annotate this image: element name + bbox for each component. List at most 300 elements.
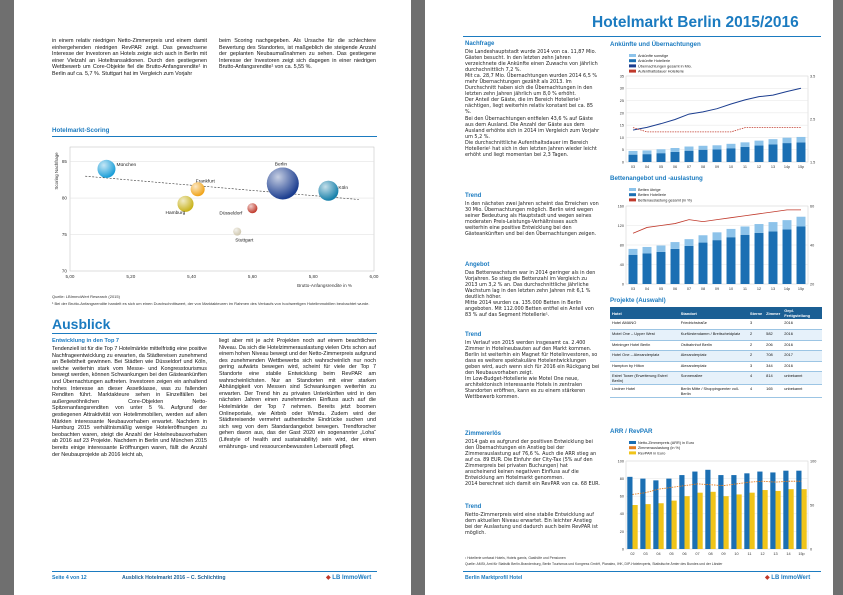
- table-cell: Hotel One – Alexanderplatz: [610, 351, 679, 362]
- y-tick-label: 20: [619, 111, 624, 116]
- bubble-label: München: [116, 162, 137, 168]
- bar: [727, 148, 736, 162]
- bubble-highlight: [233, 228, 241, 236]
- trend-text: [465, 340, 600, 400]
- bar: [685, 151, 694, 162]
- bar: [713, 149, 722, 162]
- nachfrage-bullet: Mit ca. 28,7 Mio. Übernachtungen wurden 2014 6,5 % mehr Übernachtungen gezählt als 2013. Im Durchschnitt haben sich die Übernachtungen in den letzten zehn Jahren jährlich um 8,0 % erhöht.: [465, 73, 598, 98]
- bar: [659, 503, 664, 549]
- bar: [750, 493, 755, 549]
- bar: [802, 489, 807, 549]
- y-tick-label: 25: [619, 98, 624, 103]
- table-cell: 2016: [782, 330, 822, 341]
- y-tick-label: 40: [619, 262, 624, 267]
- x-tick-label: 13: [773, 552, 778, 556]
- x-tick-label: 04: [644, 165, 650, 169]
- bar: [657, 252, 666, 284]
- legend-label: Bettenauslastung gesamt (in %): [638, 198, 692, 203]
- bar: [633, 505, 638, 549]
- angebot-bullet: Mitte 2014 wurden ca. 135.000 Betten in Berlin angeboten. Mit 112.000 Betten entfiel ein Anteil von 83 % auf das Segment Hotellerie¹.: [465, 300, 594, 319]
- table-cell: 2016: [782, 319, 822, 330]
- bubble-label: Köln: [338, 185, 349, 191]
- trend-text: Netto-Zimmerpreis wird eine stabile Entwicklung auf dem aktuellen Niveau erwartet. Ein leichter Anstieg bei der Auslastung und dadurch auch beim RevPAR ist möglich.: [465, 512, 598, 537]
- x-tick-label: 08: [708, 552, 713, 556]
- y-tick-label: 120: [617, 223, 624, 228]
- beds-occupancy-chart: [610, 184, 822, 294]
- bubble-label: Berlin: [274, 162, 288, 168]
- y-tick-label: 15: [619, 123, 624, 128]
- footer-divider: [52, 571, 377, 572]
- column-header: Gepl. Fertigstellung: [782, 307, 822, 319]
- legend-label: Übernachtungen gesamt in Mio.: [638, 64, 692, 69]
- footer-left: Berlin Marktprofil Hotel: [465, 575, 523, 581]
- x-tick-label: 07: [695, 552, 700, 556]
- table-cell: unbekannt: [782, 372, 822, 385]
- bar: [692, 472, 697, 549]
- x-tick-label: 06: [672, 287, 678, 291]
- x-tick-label: 12: [760, 552, 765, 556]
- table-cell: unbekannt: [782, 385, 822, 398]
- x-tick-label: 10: [728, 287, 734, 291]
- table-cell: Friedrichstraße: [679, 319, 748, 330]
- chart2-title: Bettenangebot und -auslastung: [610, 175, 703, 182]
- top7-heading: Entwicklung in den Top 7: [52, 338, 120, 344]
- y-tick-label: 100: [617, 459, 624, 464]
- table-cell: 4: [748, 372, 764, 385]
- x-tick-label: 14p: [783, 287, 791, 291]
- x-tick-label: 03: [643, 552, 648, 556]
- bar: [643, 247, 652, 253]
- x-tick-label: 12: [756, 165, 762, 169]
- arrivals-overnight-chart: [610, 50, 822, 172]
- table-cell: [764, 319, 782, 330]
- zimmererloes-heading: Zimmererlös: [465, 431, 502, 437]
- bar: [685, 147, 694, 151]
- table-row: [610, 319, 822, 330]
- table-cell: Estrel Tower (Erweiterung Estrel Berlin): [610, 372, 679, 385]
- y-tick-label: 85: [61, 159, 67, 165]
- x-tick-label: 14: [786, 552, 791, 556]
- table-cell: Sonnenallee: [679, 372, 748, 385]
- trend-heading: Trend: [465, 193, 482, 199]
- x-tick-label: 5,40: [187, 274, 197, 279]
- bar: [783, 220, 792, 229]
- bubble-highlight: [97, 160, 115, 178]
- table-cell: Berlin Mitte / Shoppingcenter voll-Berlin: [679, 385, 748, 398]
- bar: [741, 235, 750, 284]
- y2-tick-label: 3.5: [810, 74, 816, 79]
- y2-tick-label: 20: [810, 282, 815, 287]
- scoring-ylabel: Scoring Nachfrage: [54, 152, 59, 190]
- table-row: [610, 385, 822, 398]
- y-tick-label: 80: [619, 477, 624, 481]
- x-tick-label: 05: [658, 287, 664, 291]
- table-header-row: [610, 307, 822, 319]
- footer-title: Ausblick Hotelmarkt 2016 – C. Schlichting: [122, 575, 226, 581]
- bar: [699, 235, 708, 242]
- legend-label: Ankünfte sonstige: [638, 54, 669, 58]
- table-cell: 2016: [782, 361, 822, 372]
- bar: [769, 231, 778, 284]
- table-cell: 344: [764, 361, 782, 372]
- bar: [755, 141, 764, 146]
- y2-tick-label: 0: [810, 547, 813, 552]
- bar: [698, 493, 703, 549]
- bar: [685, 496, 690, 549]
- legend-swatch: [629, 441, 636, 444]
- logo: ◆ LB ImmoWert: [765, 575, 811, 581]
- right-page: [425, 0, 833, 595]
- x-tick-label: 05: [658, 165, 664, 169]
- y2-tick-label: 100: [810, 459, 817, 464]
- bar: [640, 479, 645, 549]
- bar: [643, 150, 652, 154]
- bar: [657, 153, 666, 162]
- x-tick-label: 5,60: [247, 274, 257, 279]
- table-row: [610, 361, 822, 372]
- bubble-highlight: [267, 167, 299, 199]
- scoring-source: Quelle: LBImmoWert Research (2015): [52, 294, 120, 299]
- bar: [783, 471, 788, 549]
- legend-label: RevPAR in Euro: [638, 451, 666, 456]
- x-tick-label: 05: [669, 552, 674, 556]
- y-tick-label: 160: [617, 204, 624, 209]
- legend-label: Betten übrige: [638, 188, 661, 192]
- zimmererloes-bullet: 2014 gab es aufgrund der positiven Entwicklung bei den Übernachtungen ein Anstieg bei der Zimmerauslastung auf 76,6 %. Auch die ARR stieg an auf ca. 89 EUR. Die Einfuhr der City-Tax (5% auf den Zimmerpreis bei privaten Buchungen) hat anscheinend keinen negativen Einfluss auf die Entwicklung am Hotelmarkt genommen.: [465, 439, 597, 482]
- table-cell: Meininger Hotel Berlin: [610, 340, 679, 351]
- x-tick-label: 08: [700, 287, 706, 291]
- x-tick-label: 09: [721, 552, 726, 556]
- x-tick-label: 04: [656, 552, 661, 556]
- intro-text-right: beim Scoring nachgegeben. Als Ursache für die schlechtere Bewertung des Standortes, ist maßgeblich die steigende Anzahl der geplanten Neubaumaßnahmen zu sehen. Das gestiegene Interesse der Investoren zeigt sich dagegen in einer niedrigen Brutto-Anfangsrendite¹ von ca. 5,55 %.: [219, 38, 376, 71]
- bar: [666, 479, 671, 549]
- plot-area: [626, 461, 808, 549]
- bar: [783, 229, 792, 284]
- table-cell: 4: [748, 385, 764, 398]
- trend-bullet: Im Low-Budget-Hotellerie wie Motel One neue, architektonisch interessante Hotels in zentralen Standorten eröffnen, kann es zu einem stärkeren Wettbewerb kommen.: [465, 376, 586, 401]
- bar: [755, 233, 764, 284]
- y-tick-label: 20: [619, 529, 624, 534]
- legend-swatch: [629, 70, 636, 73]
- bar: [711, 492, 716, 549]
- table-cell: 2: [748, 351, 764, 362]
- y-tick-label: 0: [621, 282, 624, 287]
- y-tick-label: 10: [619, 135, 624, 140]
- table-row: [610, 351, 822, 362]
- angebot-heading: Angebot: [465, 262, 490, 268]
- bar: [713, 145, 722, 149]
- legend-swatch: [629, 193, 636, 196]
- trend-heading: Trend: [465, 332, 482, 338]
- y-tick-label: 80: [619, 243, 624, 248]
- page-title: Hotelmarkt Berlin 2015/2016: [592, 14, 799, 31]
- bar: [744, 473, 749, 549]
- x-tick-label: 08: [700, 165, 706, 169]
- table-cell: Motel One – Upper West: [610, 330, 679, 341]
- legend-swatch: [629, 64, 636, 67]
- bar: [685, 246, 694, 284]
- legend-swatch: [629, 188, 636, 191]
- table-cell: 165: [764, 385, 782, 398]
- nachfrage-heading: Nachfrage: [465, 41, 495, 47]
- bar: [629, 155, 638, 162]
- table-cell: Ostbahnhof Berlin: [679, 340, 748, 351]
- projects-title: Projekte (Auswahl): [610, 297, 666, 304]
- bar: [724, 496, 729, 549]
- legend-swatch: [629, 54, 636, 57]
- x-tick-label: 15p: [798, 552, 805, 556]
- x-tick-label: 13: [770, 287, 776, 291]
- legend-swatch: [629, 451, 636, 454]
- bar: [776, 491, 781, 549]
- bar: [769, 144, 778, 162]
- y-tick-label: 40: [619, 512, 624, 517]
- nachfrage-bullet: Die durchschnittliche Aufenthaltsdauer im Bereich Hotellerie¹ hat sich in den letzten Jahren wieder leicht erhöht und liegt momentan bei 2,3 Tagen.: [465, 139, 597, 158]
- bar: [797, 217, 806, 227]
- y-tick-label: 60: [619, 494, 624, 499]
- table-row: [610, 330, 822, 341]
- trend-text: In den nächsten zwei Jahren scheint das Erreichen von 30 Mio. Übernachtungen möglich. Berlin wird wegen seiner Bedeutung als Hauptstadt und wegen seines moderaten Preis-Leistungs-Verhältnisses auch weiterhin eine positive Entwicklung bei den Gästeankünften und bei den Übernachtungen zeigen.: [465, 201, 599, 238]
- logo-mark-icon: ◆: [326, 575, 331, 581]
- bar: [705, 470, 710, 549]
- bar: [741, 226, 750, 234]
- table-cell: 2017: [782, 351, 822, 362]
- bubble-highlight: [318, 181, 338, 201]
- bar: [685, 239, 694, 246]
- intro-text-left: in einem relativ niedrigen Netto-Zimmerpreis und einem damit einhergehenden niedrigen RevPAR zeigt. Das gewachsene Interesse der Investoren an Hotels zeigte sich auch in Berlin mit einer Vielzahl an Hoteltransaktionen. Durch den gestiegenen Wettbewerb um Core-Objekte fiel die Brutto-Anfangsrendite¹ in Berlin auf ca. 5,7 %. Stuttgart hat im Vergleich zum Vorjahr: [52, 38, 207, 77]
- x-tick-label: 12: [756, 287, 762, 291]
- scoring-xlabel: Brutto-Anfangsrendite in %: [297, 283, 352, 288]
- bubble-label: Frankfurt: [195, 179, 215, 185]
- bar: [797, 142, 806, 162]
- bar: [657, 245, 666, 251]
- column-header: Hotel: [610, 307, 679, 319]
- legend-label: Ankünfte Hotellerie: [638, 59, 671, 64]
- bar: [783, 143, 792, 162]
- scoring-bubble-chart: [52, 139, 382, 292]
- angebot-text: [465, 270, 600, 318]
- bar: [671, 148, 680, 152]
- x-tick-label: 06: [672, 165, 678, 169]
- table-cell: 3: [748, 319, 764, 330]
- table-cell: 3: [748, 361, 764, 372]
- nachfrage-text: [465, 49, 600, 158]
- bar: [713, 232, 722, 240]
- zimmererloes-text: [465, 439, 600, 487]
- ausblick-col2: liegt aber mit je acht Projekten noch auf einem beachtlichen Niveau. Da sich die Hotelzimmerauslastung vielen Orts schon auf einem hohen Niveau bewegt und der Netto-Zimmerpreis aufgrund des zunehmenden Wettbewerbs sich wahrscheinlich nur noch gering aufwärts bewegen wird, scheint für viele der Top 7 Standorte eine stabile Entwicklung beim RevPAR am wahrscheinlichsten. Nur an Standorten mit einer starken Abhängigkeit von Messen sind Schwankungen weiterhin zu erwarten. Der Trend hin zu privaten Unterkünften wird in den nächsten Jahren einen zunehmenden Einfluss auch auf die Hotelmärkte der Top 7 nehmen. Bereits jetzt boomen Onlineportale, wie Airbnb oder Wimdu. Zudem wird der Städtereisende vermehrt authentische Eindrücke suchen und sich weg von dem Standardangebot bewegen. Trendforscher gehen davon aus, das der Gast 2020 ein sogenannter „Loha“ (Lifestyle of health and sustainability) sein wird, der einen ernährungs- und ressourcenbewussten Lebensstil pflegt.: [219, 338, 377, 450]
- bar: [770, 472, 775, 549]
- x-tick-label: 06: [682, 552, 687, 556]
- legend-swatch: [629, 198, 636, 201]
- y-tick-label: 35: [619, 74, 624, 79]
- bar: [699, 150, 708, 162]
- bar: [755, 224, 764, 233]
- bubble-highlight: [191, 182, 205, 196]
- table-cell: Alexanderplatz: [679, 361, 748, 372]
- x-tick-label: 07: [686, 287, 692, 291]
- bubble-highlight: [178, 196, 194, 212]
- legend-swatch: [629, 59, 636, 62]
- logo-mark-icon: ◆: [765, 575, 770, 581]
- angebot-bullet: Das Bettenwachstum war in 2014 geringer als in den Vorjahren. So stieg die Bettenzahl im Vergleich zu 2013 um 3,2 % an. Das durchschnittliche jährliche Wachstum lag in den letzten zehn Jahren mit 6,1 % deutlich höher.: [465, 270, 596, 301]
- bar: [713, 240, 722, 284]
- scoring-title: Hotelmarkt-Scoring: [52, 127, 110, 134]
- bar: [769, 139, 778, 144]
- x-tick-label: 5,00: [65, 274, 75, 279]
- bar: [627, 477, 632, 549]
- bar: [797, 137, 806, 142]
- left-page: [14, 0, 411, 595]
- x-tick-label: 03: [630, 165, 636, 169]
- logo: ◆ LB ImmoWert: [326, 575, 372, 581]
- bar: [672, 501, 677, 549]
- bar: [727, 237, 736, 284]
- x-tick-label: 15p: [797, 287, 805, 291]
- bar: [783, 138, 792, 143]
- zimmererloes-bullet: 2014 berechnet sich damit ein RevPAR von ca. 68 EUR.: [465, 481, 600, 488]
- nachfrage-bullet: Die Landeshauptstadt wurde 2014 von ca. 11,87 Mio. Gästen besucht. In den letzten zehn Jahren verzeichnete die Ankünfte einen Zuwachs von jährlich durchschnittlich 7,2 %.: [465, 49, 598, 74]
- legend-label: Zimmerauslastung (in %): [638, 446, 681, 451]
- x-tick-label: 07: [686, 165, 692, 169]
- bar: [763, 490, 768, 549]
- y2-tick-label: 50: [810, 503, 815, 508]
- bar: [769, 222, 778, 231]
- table-cell: Alexanderplatz: [679, 351, 748, 362]
- bar: [757, 472, 762, 549]
- bar: [629, 255, 638, 284]
- x-tick-label: 5,80: [308, 274, 318, 279]
- bar: [657, 149, 666, 153]
- x-tick-label: 15p: [797, 165, 805, 169]
- x-tick-label: 5,20: [126, 274, 136, 279]
- y-tick-label: 30: [619, 86, 624, 91]
- table-cell: 206: [764, 340, 782, 351]
- bar: [741, 142, 750, 147]
- table-cell: 2: [748, 340, 764, 351]
- chart1-title: Ankünfte und Übernachtungen: [610, 41, 701, 48]
- bar: [789, 489, 794, 549]
- x-tick-label: 6,00: [369, 274, 379, 279]
- x-tick-label: 11: [743, 287, 747, 291]
- x-tick-label: 09: [714, 165, 720, 169]
- table-cell: Kurfürstendamm / Breitscheidplatz: [679, 330, 748, 341]
- y2-tick-label: 2.5: [810, 117, 816, 122]
- title-divider: [463, 36, 821, 37]
- bar: [629, 249, 638, 255]
- x-tick-label: 04: [644, 287, 650, 291]
- footer-divider: [463, 571, 821, 572]
- table-row: [610, 372, 822, 385]
- right-source: Quelle: AMSt, Amt für Statistik Berlin-Brandenburg, Berlin Tourismus und Kongress GmbH, Planaleo, IHK, DIP-Hotelexperts, Statistische Ämter des Bundes und der Länder: [465, 562, 723, 566]
- y-tick-label: 0: [621, 547, 624, 552]
- bar: [755, 146, 764, 162]
- ausblick-col1: Tendenziell ist für die Top 7 Hotelmärkte mittelfristig eine positive Nachfrageentwicklung zu erwarten, da Städtereisen zunehmend an Beliebtheit gewinnen. Bei Städten wie Düsseldorf und Köln, welche weiterhin stark vom Messe- und Kongresstourismus bewegt werden, können Schwankungen bei den Gästeankünften und Übernachtungen auftreten. Investoren zeigen ein anhaltend hohes Interesse an dieser Assetklasse, was zu fallenden Renditen führt. Marktakteure sehen in Einzelfällen bei außergewöhnlichen Core-Objekten Netto-Spitzenanfangsrenditen von unter 5 %. Aufgrund der gestiegenen Attraktivität von Hotelimmobilien, werden auf allen Märkten interessante Neubauvorhaben erwartet. Nachdem in Hamburg 2015 verhältnismäßig wenige Hoteleröffnungen zu beobachten waren, steigt die Anzahl der Hotelneubauvorhaben ab 2016 auf 23 Projekte. Nachdem in Berlin und München 2015 bereits einige interessante Eröffnungen waren, fällt die Anzahl der Neubauprojekte ab 2016 leicht ab,: [52, 346, 207, 458]
- y-tick-label: 0: [621, 160, 624, 165]
- bar: [699, 243, 708, 284]
- bar: [643, 253, 652, 284]
- table-row: [610, 340, 822, 351]
- x-tick-label: 03: [630, 287, 636, 291]
- divider: [52, 136, 377, 137]
- ausblick-title: Ausblick: [52, 316, 111, 332]
- bar: [796, 471, 801, 549]
- legend-label: Betten Hotellerie: [638, 193, 667, 198]
- column-header: Sterne: [748, 307, 764, 319]
- y2-tick-label: 1.5: [810, 160, 816, 165]
- bar: [741, 147, 750, 162]
- table-cell: 2: [748, 330, 764, 341]
- bubble-label: Düsseldorf: [219, 211, 243, 217]
- table-cell: 2016: [782, 340, 822, 351]
- trend-bullet: Berlin ist weiterhin ein Magnet für Hotelinvestoren, so dass es weitere spektakuläre Hotelentwicklungen geben wird, auch wenn sich für 2016 ein Rückgang bei den Neubauvorhaben zeigt.: [465, 352, 600, 377]
- divider: [52, 333, 377, 334]
- x-tick-label: 09: [714, 287, 720, 291]
- bar: [646, 504, 651, 549]
- x-tick-label: 10: [728, 165, 734, 169]
- table-cell: 708: [764, 351, 782, 362]
- nachfrage-bullet: Der Anteil der Gäste, die im Bereich Hotellerie¹ nächtigen, liegt weiterhin relativ konstant bei ca. 85 %.: [465, 97, 593, 116]
- bar: [671, 242, 680, 249]
- trend-bullet: Im Verlauf von 2015 werden insgesamt ca. 2.400 Zimmer in Hotelneubauten auf den Markt kommen.: [465, 340, 592, 353]
- bar: [653, 480, 658, 549]
- bar: [727, 144, 736, 148]
- scoring-footnote: ¹ Bei der Brutto-Anfangsrendite handelt es sich um einen Durchschnittswert, der von Marktakteuren im Rahmen des Verkaufs von hochwertigen Hotelimmobilien beobachtet wurde.: [52, 301, 370, 306]
- column-header: Zimmer: [764, 307, 782, 319]
- legend-swatch: [629, 446, 636, 449]
- table-cell: Lindner Hotel: [610, 385, 679, 398]
- chart3-title: ARR / RevPAR: [610, 428, 653, 435]
- column-header: Standort: [679, 307, 748, 319]
- x-tick-label: 11: [743, 165, 747, 169]
- table-cell: Hampton by Hilton: [610, 361, 679, 372]
- y-tick-label: 70: [61, 268, 67, 274]
- y2-tick-label: 40: [810, 243, 815, 248]
- bar: [797, 226, 806, 284]
- x-tick-label: 13: [770, 165, 776, 169]
- x-tick-label: 11: [747, 552, 752, 556]
- y-tick-label: 75: [61, 232, 67, 238]
- bar: [731, 475, 736, 549]
- x-tick-label: 10: [734, 552, 739, 556]
- bar: [718, 475, 723, 549]
- bubble-label: Hamburg: [165, 210, 186, 216]
- bar: [671, 152, 680, 162]
- projects-table: [610, 307, 822, 398]
- arr-revpar-chart: [610, 437, 822, 559]
- footer-page-number: Seite 4 von 12: [52, 575, 87, 581]
- y2-tick-label: 60: [810, 204, 815, 209]
- bar: [727, 229, 736, 237]
- bar: [629, 151, 638, 155]
- bar: [643, 154, 652, 162]
- legend-label: Netto-Zimmerpreis (ARR) in Euro: [638, 441, 695, 445]
- trend-heading: Trend: [465, 504, 482, 510]
- bar: [737, 494, 742, 549]
- bar: [699, 146, 708, 150]
- x-tick-label: 14p: [783, 165, 791, 169]
- nachfrage-bullet: Bei den Übernachtungen entfielen 43,6 % auf Gäste aus dem Ausland. Die Anzahl der Gäste aus dem Ausland erhöhte sich in 2014 im Vergleich zum Vorjahr um 5,2 %.: [465, 115, 600, 140]
- bar: [671, 249, 680, 284]
- y-tick-label: 5: [621, 148, 624, 153]
- x-tick-label: 02: [630, 552, 635, 556]
- table-cell: Hotel AMANO: [610, 319, 679, 330]
- table-cell: 814: [764, 372, 782, 385]
- legend-label: Aufenthaltsdauer Hotellerie: [638, 69, 684, 74]
- y-tick-label: 80: [61, 195, 67, 201]
- bubble-highlight: [247, 203, 257, 213]
- right-footnote: ¹ Hotellerie umfasst Hotels, Hotels garnis, Gasthöfe und Pensionen: [465, 556, 566, 560]
- bubble-label: Stuttgart: [235, 238, 254, 244]
